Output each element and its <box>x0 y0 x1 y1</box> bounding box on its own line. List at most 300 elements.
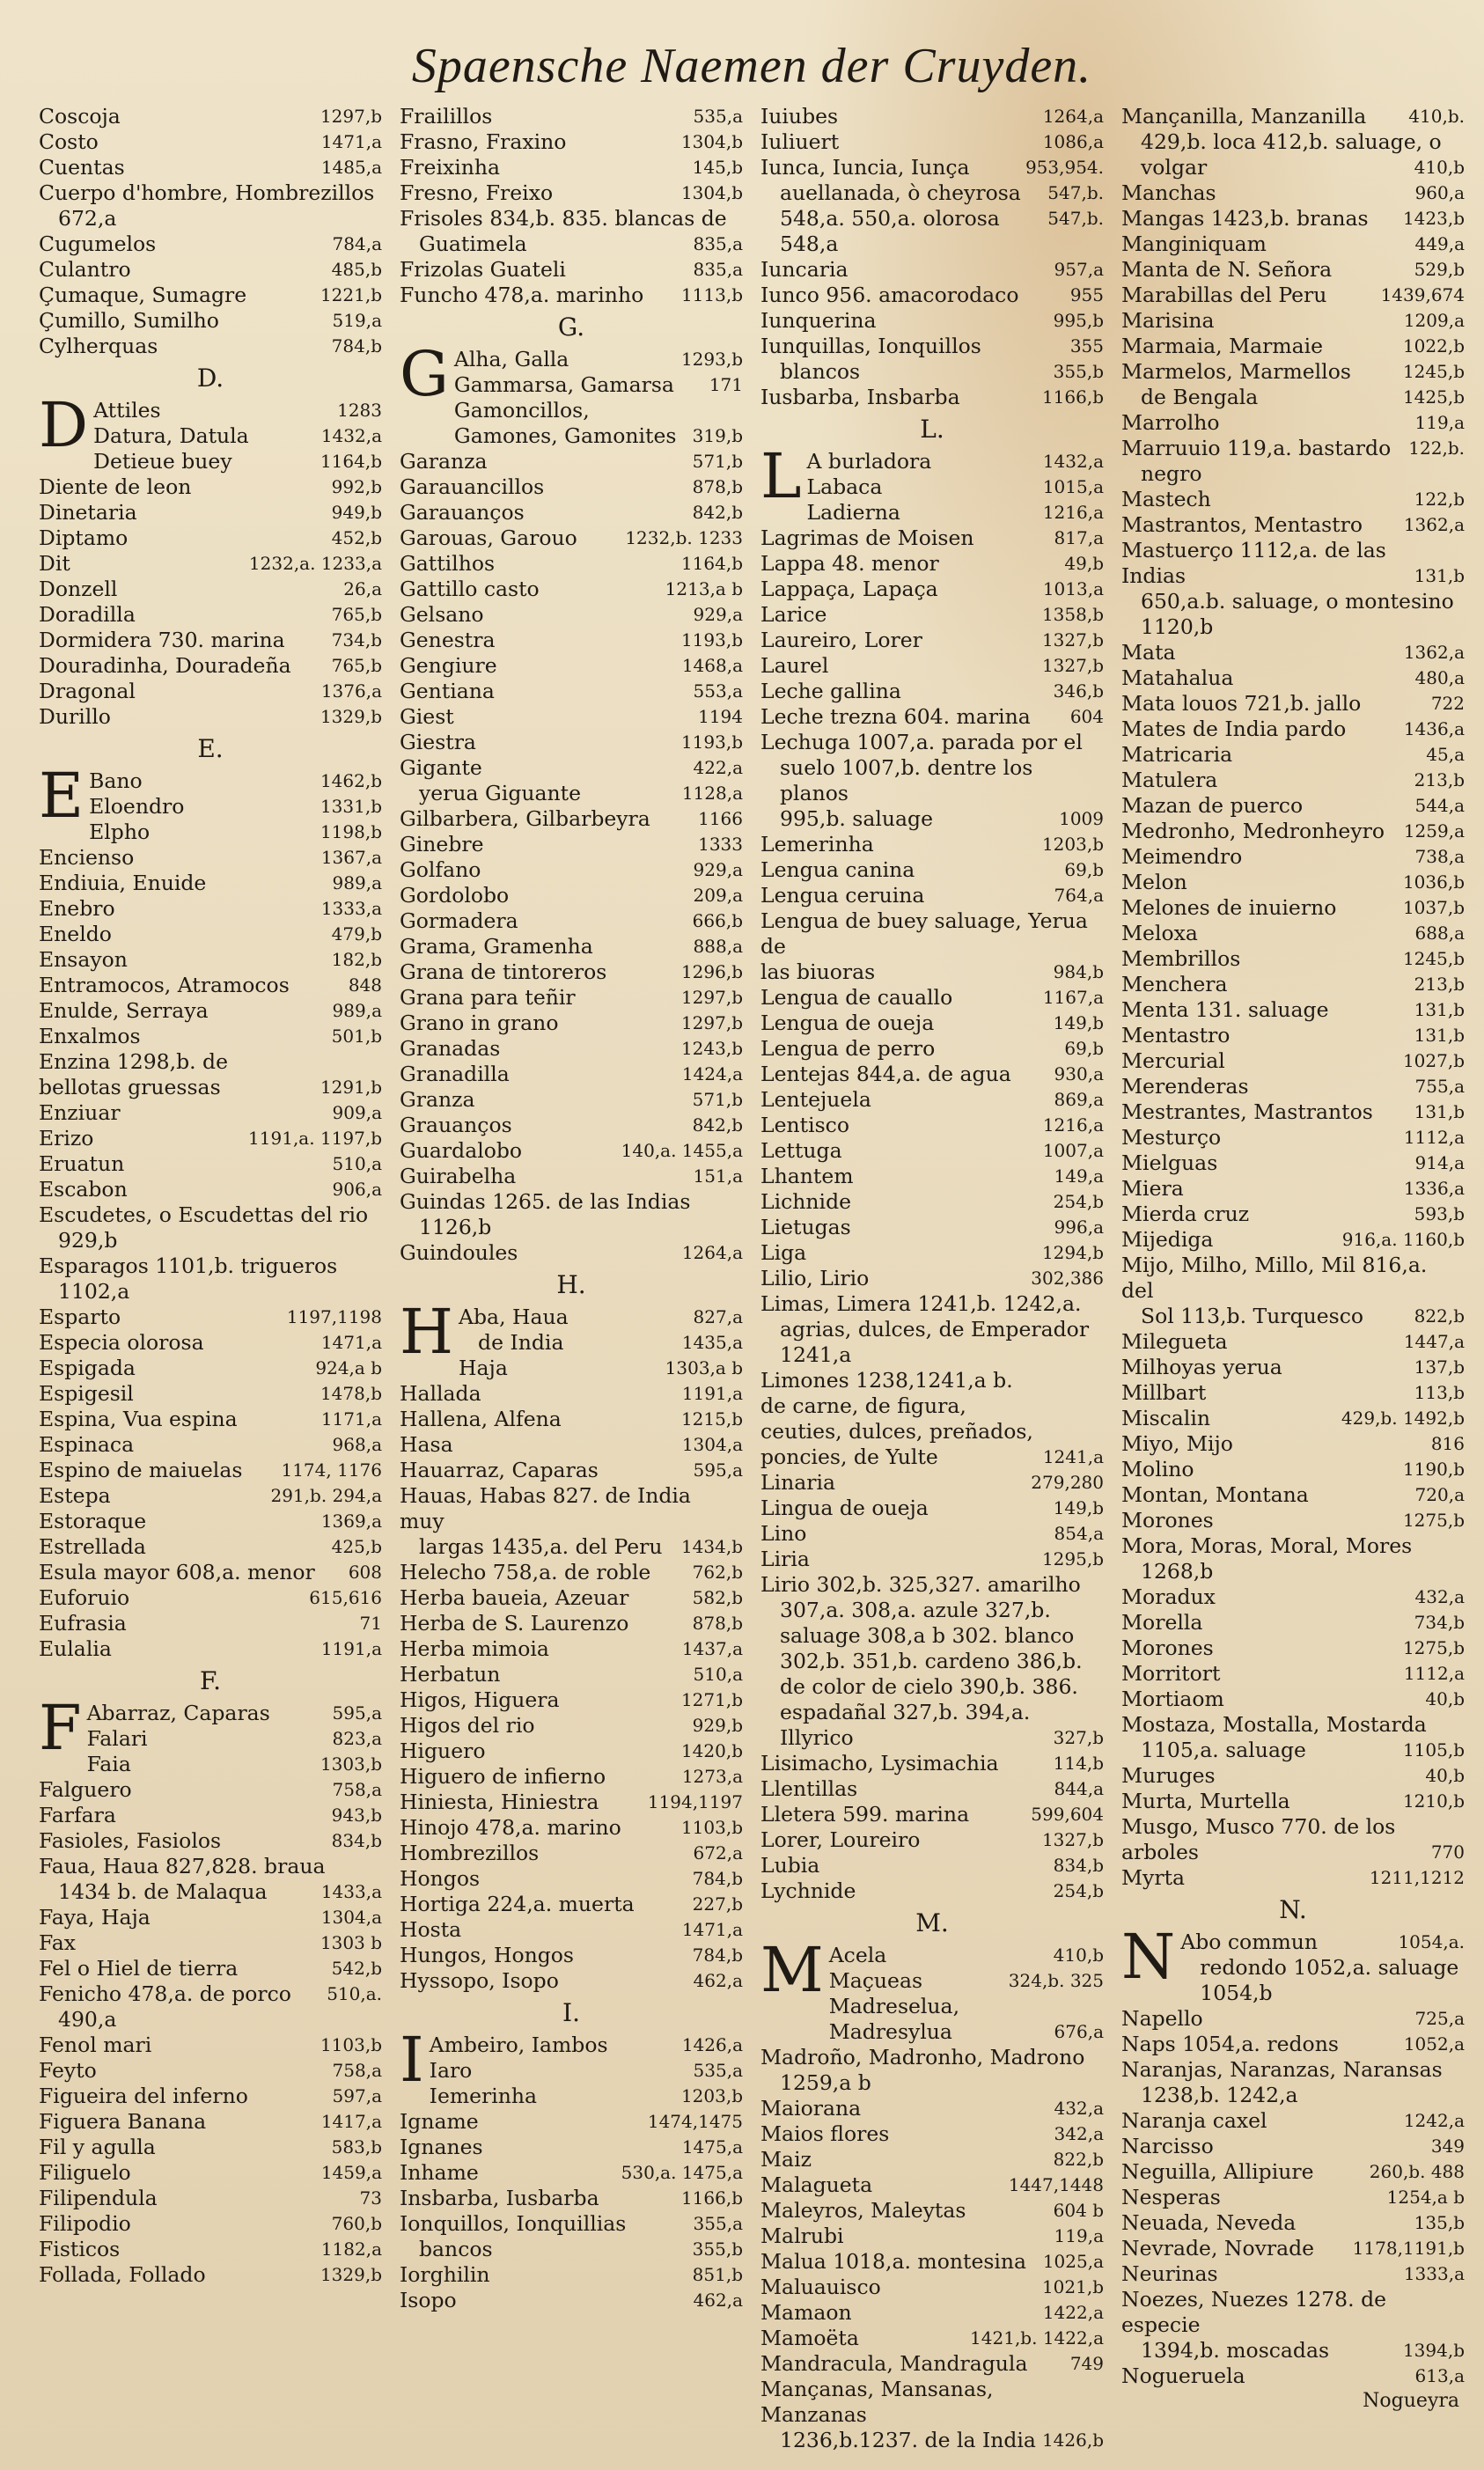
index-entry <box>806 474 1104 500</box>
entry-pages: 114,b <box>1053 1753 1104 1774</box>
entry-name: Lemerinha <box>760 832 874 856</box>
index-entry <box>400 934 743 959</box>
entry-name: Mamaon <box>760 2300 852 2325</box>
entry-name: Myrta <box>1121 1865 1186 1890</box>
index-entry <box>1121 1482 1465 1508</box>
entry-name: Leche trezna 604. marina <box>760 704 1031 729</box>
entry-name: Guindoules <box>400 1240 518 1265</box>
entry-pages: 1294,b <box>1041 1242 1104 1263</box>
entry-name: Grano in grano <box>400 1011 559 1035</box>
entry-name: Linaria <box>760 1470 836 1495</box>
entry-pages: 1394,b <box>1402 2340 1465 2361</box>
entry-pages: 1174, 1176 <box>281 1459 382 1481</box>
index-entry <box>1121 2057 1465 2083</box>
entry-name: Muruges <box>1121 1763 1216 1788</box>
entry-name: Bano <box>89 768 143 793</box>
entry-pages: 848 <box>348 974 382 996</box>
entry-name: Coscoja <box>39 104 121 129</box>
entry-pages: 1182,a <box>320 2238 382 2260</box>
index-entry <box>1121 614 1465 640</box>
entry-pages: 1015,a <box>1042 476 1104 497</box>
entry-name: 1236,b.1237. de la India <box>780 2428 1036 2452</box>
entry-pages: 1362,a <box>1403 642 1465 663</box>
entry-pages: 571,b <box>692 451 743 472</box>
index-entry <box>1121 589 1465 614</box>
entry-pages: 1271,b <box>680 1689 743 1710</box>
index-entry <box>430 2084 743 2109</box>
index-entry <box>400 1585 743 1611</box>
index-entry <box>39 845 382 871</box>
entry-pages: 734,b <box>331 629 382 651</box>
entry-pages: 817,a <box>1054 527 1104 548</box>
entry-name: 1105,a. saluage <box>1141 1738 1306 1762</box>
index-entry <box>39 1560 382 1585</box>
index-entry <box>400 474 743 500</box>
entry-name: Attiles <box>93 398 161 423</box>
index-entry <box>1121 461 1465 487</box>
entry-pages: 1471,a <box>320 1332 382 1353</box>
index-entry <box>829 1994 1104 2045</box>
entry-name: Fenol mari <box>39 2033 152 2057</box>
entry-name: Cuentas <box>39 155 125 180</box>
entry-pages: 770 <box>1430 1841 1465 1863</box>
index-entry <box>760 1827 1104 1853</box>
index-entry <box>400 704 743 730</box>
entry-pages: 422,a <box>693 757 743 778</box>
entry-name: Entramocos, Atramocos <box>39 973 290 997</box>
entry-pages: 149,b <box>1053 1497 1104 1518</box>
index-entry <box>1121 1533 1465 1559</box>
index-entry <box>459 1305 743 1330</box>
entry-name: Lino <box>760 1521 807 1546</box>
index-entry <box>760 1853 1104 1878</box>
entry-pages: 1209,a <box>1403 310 1465 331</box>
entry-name: Mates de India pardo <box>1121 717 1347 741</box>
entry-name: Lengua ceruina <box>760 883 925 908</box>
index-entry <box>400 1113 743 1138</box>
entry-name: Melones de inuierno <box>1121 895 1337 920</box>
entry-name: Datura, Datula <box>93 423 249 448</box>
entry-pages: 425,b <box>331 1536 382 1557</box>
index-entry <box>1121 742 1465 768</box>
entry-name: Neuada, Neveda <box>1121 2210 1297 2235</box>
index-entry <box>454 398 743 449</box>
entry-pages: 1025,a <box>1042 2251 1104 2272</box>
index-entry <box>1121 385 1465 410</box>
entry-pages: 1336,a <box>1403 1178 1465 1199</box>
entry-name: Çumaque, Sumagre <box>39 283 247 307</box>
entry-name: Lengua canina <box>760 857 915 882</box>
index-entry <box>400 500 743 526</box>
section-block <box>400 1305 743 1994</box>
index-entry <box>760 730 1104 755</box>
entry-name: 1434 b. de Malaqua <box>58 1879 268 1904</box>
index-entry <box>39 871 382 896</box>
entry-pages: 1254,a b <box>1386 2187 1465 2208</box>
entry-name: Eloendro <box>89 794 185 819</box>
entry-name: Ginebre <box>400 832 484 856</box>
index-entry <box>39 1636 382 1662</box>
index-entry <box>760 155 1104 180</box>
entry-name: Figueira del inferno <box>39 2084 248 2108</box>
index-entry <box>400 602 743 628</box>
index-entry <box>39 628 382 653</box>
index-entry <box>760 857 1104 883</box>
index-entry <box>400 1790 743 1815</box>
entry-pages: 1086,a <box>1042 131 1104 152</box>
entry-pages: 989,a <box>332 1000 382 1021</box>
index-entry <box>760 308 1104 334</box>
entry-pages: 762,b <box>692 1562 743 1583</box>
index-entry <box>39 2135 382 2160</box>
entry-name: Guindas 1265. de las Indias <box>400 1189 691 1214</box>
entry-name: Neguilla, Allipiure <box>1121 2159 1314 2184</box>
entry-name: Matahalua <box>1121 665 1234 690</box>
index-entry <box>400 180 743 206</box>
entry-pages: 827,a <box>693 1306 743 1327</box>
entry-pages: 137,b <box>1414 1356 1465 1378</box>
entry-pages: 822,b <box>1053 2149 1104 2170</box>
index-entry <box>39 2211 382 2237</box>
entry-pages: 1197,1198 <box>286 1306 382 1327</box>
entry-pages: 1036,b <box>1402 871 1465 893</box>
entry-name: espadañal 327,b. 394,a. Illyrico <box>780 1700 1031 1750</box>
index-entry <box>760 1751 1104 1776</box>
index-entry <box>1121 1738 1465 1763</box>
entry-name: Gilbarbera, Gilbarbeyra <box>400 806 650 831</box>
index-entry <box>760 1266 1104 1291</box>
entry-name: Higuero <box>400 1739 486 1763</box>
entry-pages: 324,b. 325 <box>1008 1970 1104 1991</box>
entry-name: Golfano <box>400 857 481 882</box>
entry-pages: 968,a <box>332 1434 382 1455</box>
index-entry <box>400 283 743 308</box>
entry-pages: 834,b <box>331 1830 382 1851</box>
entry-pages: 140,a. 1455,a <box>621 1140 743 1161</box>
entry-pages: 1434,b <box>680 1536 743 1557</box>
index-entry <box>39 526 382 551</box>
entry-name: Culantro <box>39 257 131 282</box>
entry-name: 1268,b <box>1141 1559 1214 1584</box>
entry-pages: 510,a <box>693 1664 743 1685</box>
index-entry <box>400 1662 743 1687</box>
entry-name: Garouas, Garouo <box>400 526 577 550</box>
entry-name: Marmelos, Marmellos <box>1121 359 1351 384</box>
index-entry <box>39 474 382 500</box>
entry-name: Mentastro <box>1121 1023 1231 1048</box>
entry-name: Herba baueia, Azeuar <box>400 1585 629 1610</box>
index-entry <box>39 1330 382 1356</box>
entry-pages: 758,a <box>332 2060 382 2081</box>
section-letter: E. <box>197 734 224 763</box>
index-entry <box>87 1701 382 1726</box>
entry-pages: 1478,b <box>320 1383 382 1404</box>
index-entry <box>39 206 382 232</box>
entry-name: 929,b <box>58 1228 118 1253</box>
index-entry <box>39 2007 382 2033</box>
index-entry <box>39 500 382 526</box>
entry-name: Millbart <box>1121 1380 1207 1405</box>
index-entry <box>829 1943 1104 1968</box>
entry-name: Lisimacho, Lysimachia <box>760 1751 999 1775</box>
entry-name: Hasa <box>400 1432 453 1457</box>
entry-name: yerua Giguante <box>419 781 581 805</box>
index-entry <box>39 602 382 628</box>
index-entry <box>760 1470 1104 1496</box>
index-entry <box>400 1062 743 1087</box>
entry-name: Lichnide <box>760 1189 852 1214</box>
index-entry <box>760 1240 1104 1266</box>
index-entry <box>400 1764 743 1790</box>
entry-pages: 122,b. <box>1408 437 1465 459</box>
index-entry <box>1121 129 1465 155</box>
entry-name: auellanada, ò cheyrosa <box>780 180 1021 205</box>
index-entry <box>39 1458 382 1483</box>
entry-name: Liria <box>760 1547 810 1571</box>
entry-name: Farfara <box>39 1803 116 1827</box>
index-entry <box>760 385 1104 410</box>
entry-name: Durillo <box>39 704 111 729</box>
entry-pages: 1264,a <box>681 1242 743 1263</box>
index-entry <box>39 679 382 704</box>
entry-name: Manchas <box>1121 180 1216 205</box>
entry-name: Gormadera <box>400 908 518 933</box>
entry-pages: 878,b <box>692 476 743 497</box>
entry-name: Elpho <box>89 820 151 844</box>
entry-pages: 1232,a. 1233,a <box>248 553 382 574</box>
index-entry <box>400 232 743 257</box>
section-block <box>760 449 1104 1904</box>
entry-pages: 1241,a <box>1042 1446 1104 1467</box>
entry-name: Guardalobo <box>400 1138 523 1163</box>
entry-name: Isopo <box>400 2288 457 2312</box>
index-entry <box>400 1611 743 1636</box>
index-column <box>760 104 1104 2453</box>
entry-name: Costo <box>39 129 99 154</box>
entry-pages: 530,a. 1475,a <box>621 2162 743 2183</box>
index-entry <box>459 1330 743 1356</box>
entry-name: Lingua de oueja <box>760 1496 929 1520</box>
entry-pages: 432,a <box>1054 2098 1104 2119</box>
entry-pages: 131,b <box>1414 999 1465 1020</box>
entry-pages: 758,a <box>332 1779 382 1800</box>
entry-pages: 1203,b <box>680 2085 743 2106</box>
index-entry <box>39 998 382 1024</box>
index-entry <box>1121 257 1465 283</box>
catchword: Nogueyra <box>1363 2390 1459 2412</box>
index-entry <box>39 1483 382 1509</box>
entry-name: Fenicho 478,a. de porco <box>39 1981 291 2006</box>
entry-name: Mierda cruz <box>1121 1202 1250 1226</box>
entry-pages: 209,a <box>693 885 743 906</box>
entry-name: Mata <box>1121 640 1176 665</box>
entry-pages: 989,a <box>332 872 382 893</box>
entry-pages: 604 b <box>1053 2200 1104 2221</box>
entry-pages: 254,b <box>1053 1880 1104 1901</box>
index-entry <box>39 577 382 602</box>
entry-pages: 131,b <box>1414 1025 1465 1046</box>
entry-name: Higos del rio <box>400 1713 535 1738</box>
index-entry <box>1121 1380 1465 1406</box>
index-entry <box>400 1087 743 1113</box>
index-entry <box>39 129 382 155</box>
entry-pages: 510,a <box>332 1153 382 1174</box>
entry-name: Escabon <box>39 1177 128 1202</box>
entry-name: Limones 1238,1241,a b. de carne, de figura, ceuties, dulces, preñados, poncies, de Yulte <box>760 1368 1033 1469</box>
entry-name: Molino <box>1121 1457 1194 1481</box>
entry-pages: 854,a <box>1054 1523 1104 1544</box>
entry-pages: 145,b <box>692 157 743 178</box>
entry-pages: 1164,b <box>680 553 743 574</box>
index-entry <box>400 1815 743 1841</box>
index-entry <box>39 1432 382 1458</box>
entry-name: Mangas 1423,b. branas <box>1121 206 1369 231</box>
index-entry <box>400 1381 743 1407</box>
index-entry <box>1121 1048 1465 1074</box>
entry-pages: 227,b <box>692 1893 743 1915</box>
section-letter: L. <box>920 415 944 444</box>
entry-name: Manta de N. Señora <box>1121 257 1333 282</box>
entry-name: Hongos <box>400 1866 481 1891</box>
drop-cap: F <box>39 1701 82 1764</box>
entry-name: Lechuga 1007,a. parada por el <box>760 730 1083 754</box>
entry-pages: 1426,a <box>681 2034 743 2055</box>
index-entry <box>1121 104 1465 129</box>
entry-name: Mijo, Milho, Millo, Mil 816,a. del <box>1121 1253 1428 1303</box>
section-block <box>39 398 382 730</box>
entry-pages: 906,a <box>332 1179 382 1200</box>
entry-name: Lappaça, Lapaça <box>760 577 938 601</box>
entry-pages: 822,b <box>1414 1305 1465 1327</box>
entry-name: Menchera <box>1121 972 1228 996</box>
entry-pages: 595,a <box>332 1702 382 1724</box>
entry-name: Lengua de oueja <box>760 1011 935 1035</box>
entry-name: Filipodio <box>39 2211 131 2236</box>
index-entry <box>39 1202 382 1228</box>
entry-name: suelo 1007,b. dentre los planos <box>780 755 1033 805</box>
entry-pages: 1171,a <box>320 1408 382 1430</box>
index-entry <box>400 577 743 602</box>
index-entry <box>760 1368 1104 1470</box>
entry-pages: 1304,b <box>680 131 743 152</box>
index-entry <box>760 180 1104 206</box>
entry-pages: 1436,a <box>1403 718 1465 739</box>
entry-name: Meloxa <box>1121 921 1198 945</box>
section-block <box>1121 1930 1465 2389</box>
index-entry <box>760 359 1104 385</box>
index-entry <box>1121 436 1465 461</box>
entry-name: Genestra <box>400 628 496 652</box>
entry-name: Helecho 758,a. de roble <box>400 1560 651 1584</box>
entry-pages: 260,b. 488 <box>1369 2161 1465 2182</box>
index-entry <box>400 1189 743 1215</box>
entry-name: las biuoras <box>760 959 876 984</box>
entry-name: Feyto <box>39 2058 97 2083</box>
entry-pages: 996,a <box>1054 1217 1104 1238</box>
entry-pages: 869,a <box>1054 1089 1104 1110</box>
entry-name: Mamoëta <box>760 2326 859 2350</box>
index-entry <box>93 398 382 423</box>
entry-name: Lorer, Loureiro <box>760 1827 921 1852</box>
index-entry <box>1121 946 1465 972</box>
entry-pages: 599,604 <box>1031 1804 1104 1825</box>
entry-name: blancos <box>780 359 861 384</box>
entry-name: Higos, Higuera <box>400 1687 560 1712</box>
entry-pages: 302,386 <box>1031 1268 1104 1289</box>
section-block <box>400 347 743 1266</box>
index-entry <box>39 947 382 973</box>
entry-pages: 254,b <box>1053 1191 1104 1212</box>
entry-name: 650,a.b. saluage, o montesino <box>1141 589 1454 614</box>
index-entry <box>1180 1981 1465 2006</box>
entry-name: Mercurial <box>1121 1048 1225 1073</box>
entry-name: Naranja caxel <box>1121 2108 1267 2133</box>
entry-pages: 501,b <box>331 1025 382 1047</box>
index-entry <box>1121 180 1465 206</box>
entry-name: Manginiquam <box>1121 232 1267 256</box>
index-entry <box>1121 870 1465 895</box>
entry-pages: 1475,a <box>681 2136 743 2158</box>
entry-pages: 1191,a <box>320 1638 382 1659</box>
index-entry <box>1121 1559 1465 1584</box>
entry-pages: 765,b <box>331 655 382 676</box>
index-entry <box>760 1291 1104 1317</box>
entry-name: Mastuerço 1112,a. de las Indias <box>1121 538 1386 588</box>
entry-name: Aba, Haua <box>459 1305 569 1329</box>
entry-pages: 929,a <box>693 604 743 625</box>
entry-name: Sol 113,b. Turquesco <box>1141 1304 1364 1328</box>
entry-pages: 878,b <box>692 1613 743 1634</box>
entry-name: Erizo <box>39 1126 94 1150</box>
entry-name: 548,a <box>780 232 839 256</box>
entry-name: Alha, Galla <box>453 347 569 371</box>
entry-pages: 1333 <box>698 834 743 855</box>
entry-pages: 1293,b <box>680 349 743 370</box>
index-entry <box>760 2326 1104 2351</box>
index-entry <box>39 1956 382 1981</box>
entry-pages: 765,b <box>331 604 382 625</box>
entry-name: largas 1435,a. del Peru <box>419 1534 663 1559</box>
index-entry <box>829 1968 1104 1994</box>
entry-name: Hauas, Habas 827. de India muy <box>400 1483 691 1533</box>
entry-pages: 1128,a <box>681 783 743 804</box>
section-letter: N. <box>1279 1895 1307 1924</box>
index-entry <box>39 2186 382 2211</box>
entry-name: Madreselua, Madresylua <box>828 1994 960 2044</box>
entry-pages: 1435,a <box>681 1332 743 1353</box>
entry-pages: 1191,a. 1197,b <box>248 1128 382 1149</box>
entry-name: Insbarba, Iusbarba <box>400 2186 599 2210</box>
entry-name: Larice <box>760 602 827 627</box>
entry-name: Labaca <box>806 474 883 499</box>
index-entry <box>39 1803 382 1828</box>
index-entry <box>39 2033 382 2058</box>
index-entry <box>1121 1610 1465 1636</box>
entry-name: Mora, Moras, Moral, Mores <box>1121 1533 1413 1558</box>
entry-name: Higuero de infierno <box>400 1764 606 1789</box>
entry-pages: 835,a <box>693 233 743 254</box>
page-title: Spaensche Naemen der Cruyden. <box>411 39 1092 93</box>
entry-name: 302,b. 351,b. cardeno 386,b. <box>780 1649 1083 1673</box>
entry-pages: 1432,a <box>320 425 382 446</box>
entry-name: Guirabelha <box>400 1164 517 1188</box>
entry-pages: 760,b <box>331 2213 382 2234</box>
entry-name: Dormidera 730. marina <box>39 628 285 652</box>
entry-pages: 1113,b <box>680 284 743 305</box>
index-entry <box>760 1011 1104 1036</box>
entry-name: Eneldo <box>39 922 112 946</box>
entry-pages: 1433,a <box>320 1881 382 1902</box>
